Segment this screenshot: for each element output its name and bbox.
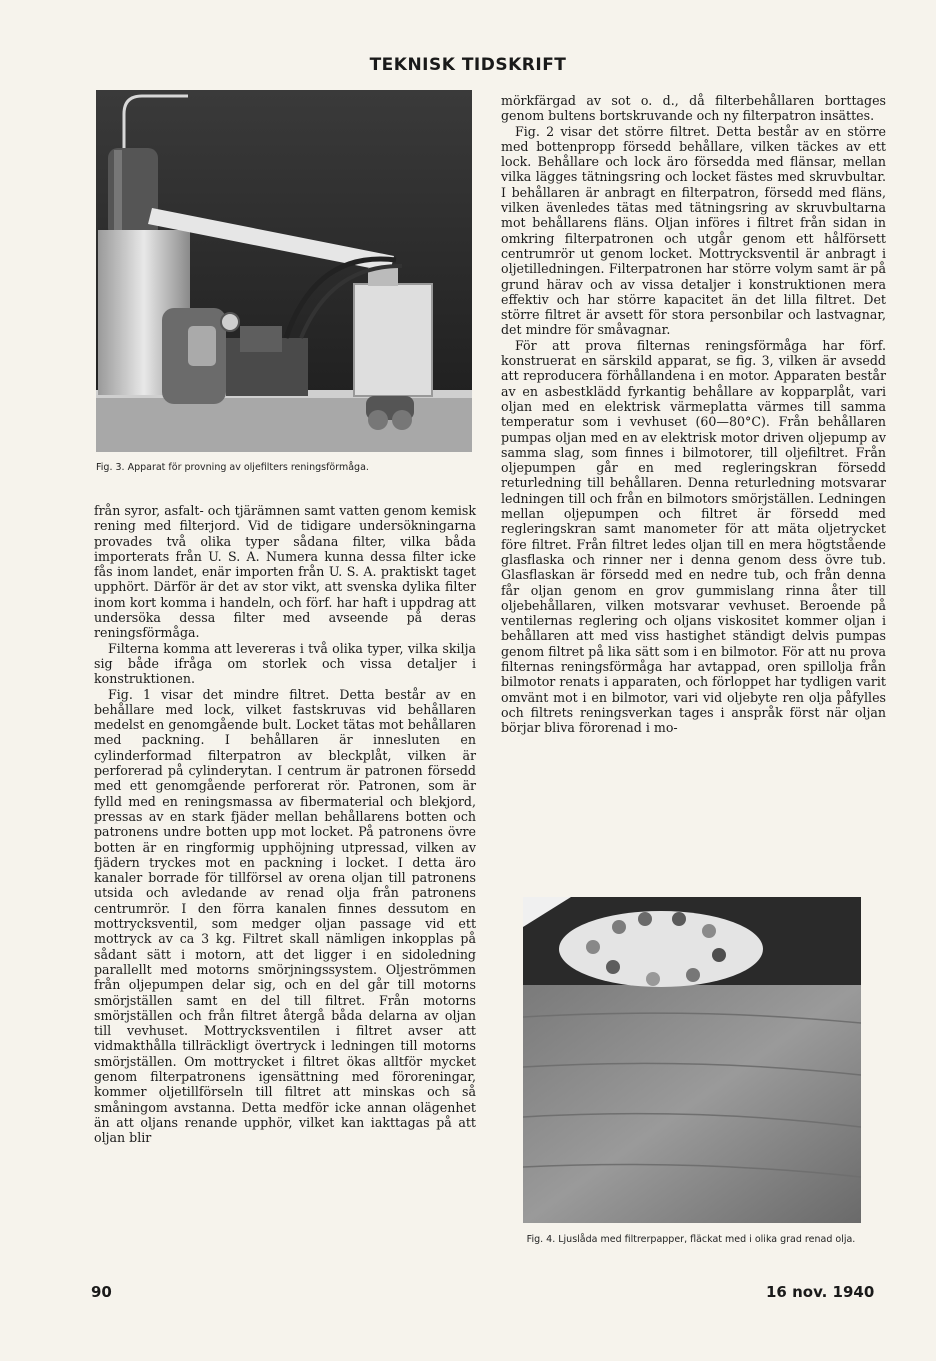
paragraph: från syror, asfalt- och tjärämnen samt vatten genom kemisk rening med filterjord. Vid de tidigare undersökningarna provades två olika typer sådana filter, vilka båda importerats från U. S. A. Numera kunna dessa filter icke fås inom landet, enär importen från U. S. A. praktiskt taget upphört. Därför är det av stor vikt, att svenska dylika filter inom kort komma i handeln, och förf. har haft i uppdrag att undersöka dessa filter med avseende på deras reningsförmåga. (94, 503, 476, 641)
figure-3-caption: Fig. 3. Apparat för provning av oljefilters reningsförmåga. (96, 462, 369, 473)
figure-4-photo (523, 897, 861, 1223)
apparatus-illustration (96, 90, 472, 452)
light-box-illustration (523, 897, 861, 1223)
issue-date: 16 nov. 1940 (766, 1283, 875, 1301)
left-text-column (94, 503, 476, 1145)
page-number: 90 (91, 1283, 112, 1301)
paragraph: mörkfärgad av sot o. d., då filterbehållaren borttages genom bultens bortskruvande och ny filterpatron insättes. (501, 93, 886, 124)
paragraph: Fig. 1 visar det mindre filtret. Detta består av en behållare med lock, vilket fastskruvas vid behållaren medelst en genomgående bult. Locket tätas mot behållaren med packning. I behållaren är innesluten en cylinderformad filterpatron av bleckplåt, vilken är perforerad på cylinderytan. I centrum är patronen försedd med ett genomgående perforerat rör. Patronen, som är fylld med en reningsmassa av fibermaterial och blekjord, pressas av en stark fjäder mellan behållarens botten och patronens undre botten upp mot locket. På patronens övre botten är en ringformig upphöjning utpressad, vilken av fjädern tryckes mot en packning i locket. I detta äro kanaler borrade för tillförsel av orena oljan till patronens utsida och avledande av renad olja från patronens centrumrör. I den förra kanalen finnes dessutom en mottrycksventil, som medger oljan passage vid ett mottryck av ca 3 kg. Filtret skall nämligen inkopplas på sådant sätt i motorn, att det ligger i en sidoledning parallellt med motorns smörjningssystem. Oljeströmmen från oljepumpen delar sig, och en del går till motorns smörjställen samt en del till filtret. Från motorns smörjställen och från filtret återgå båda delarna av oljan till vevhuset. Mottrycksventilen i filtret avser att vidmakthålla tillräckligt övertryck i ledningen till motorns smörjställen. Om mottrycket i filtret ökas alltför mycket genom filterpatronens igensättning med föroreningar, kommer oljetillförseln till filtret att minskas och så småningom avstanna. Detta medför icke annan olägenhet än att oljans renande upphör, vilket kan iakttagas på att oljan blir (94, 686, 476, 1146)
paragraph: För att prova filternas reningsförmåga har förf. konstruerat en särskild apparat, se fig. 3, vilken är avsedd att reproducera förhållandena i en motor. Apparaten består av en asbestklädd fyrkantig behållare av kopparplåt, vari oljan med en elektrisk värmeplatta värmes till samma temperatur som i vevhuset (60—80°C). Från behållaren pumpas oljan med en av elektrisk motor driven oljepump av samma slag, som finnes i bilmotorer, till oljefiltret. Från oljepumpen går en med regleringskran försedd returledning till behållaren. Denna returledning motsvarar ledningen till och från en bilmotors smörjställen. Ledningen mellan oljepumpen och filtret är försedd med regleringskran samt manometer för att mäta oljetrycket före filtret. Från filtret ledes oljan till en mera högtstående glasflaska och rinner ner i denna genom dess övre tub. Glasflaskan är försedd med en nedre tub, och från denna får oljan genom en grov gummislang rinna åter till oljebehållaren, vilken motsvarar vevhuset. Beroende på ventilernas reglering och oljans viskositet kommer oljan i behållaren att med viss hastighet ständigt delvis pumpas genom filtret på lika sätt som i en bilmotor. För att nu prova filternas reningsförmåga har avtappad, oren spillolja från bilmotor renats i apparaten, och förloppet har tydligen varit omvänt mot i en bilmotor, vari vid oljebyte ren olja påfylles och filtrets reningsverkan tages i anspråk först när oljan börjar bliva förorenad i mo- (501, 337, 886, 736)
right-text-column (501, 93, 886, 735)
figure-3-photo (96, 90, 472, 452)
running-header: TEKNISK TIDSKRIFT (369, 55, 567, 75)
figure-4-caption: Fig. 4. Ljuslåda med filtrerpapper, fläckat med i olika grad renad olja. (526, 1234, 856, 1245)
paragraph: Filterna komma att levereras i två olika typer, vilka skilja sig både ifråga om storlek och vissa detaljer i konstruktionen. (94, 640, 476, 687)
paragraph: Fig. 2 visar det större filtret. Detta består av en större med bottenpropp försedd behållare, vilken täckes av ett lock. Behållare och lock äro försedda med flänsar, mellan vilka lägges tätningsring och locket fästes med skruvbultar. I behållaren är anbragt en filterpatron, försedd med fläns, vilken ävenledes tätas med tätningsring av skruvbultarna mot behållarens fläns. Oljan införes i filtret från sidan in omkring filterpatronen och utgår genom ett hålförsett centrumrör ut genom locket. Mottrycksventil är anbragt i oljetilledningen. Filterpatronen har större volym samt är på grund härav och av vissa detaljer i konstruktionen mera effektiv och har större kapacitet än det lilla filtret. Det större filtret är avsett för stora personbilar och lastvagnar, det mindre för småvagnar. (501, 123, 886, 338)
